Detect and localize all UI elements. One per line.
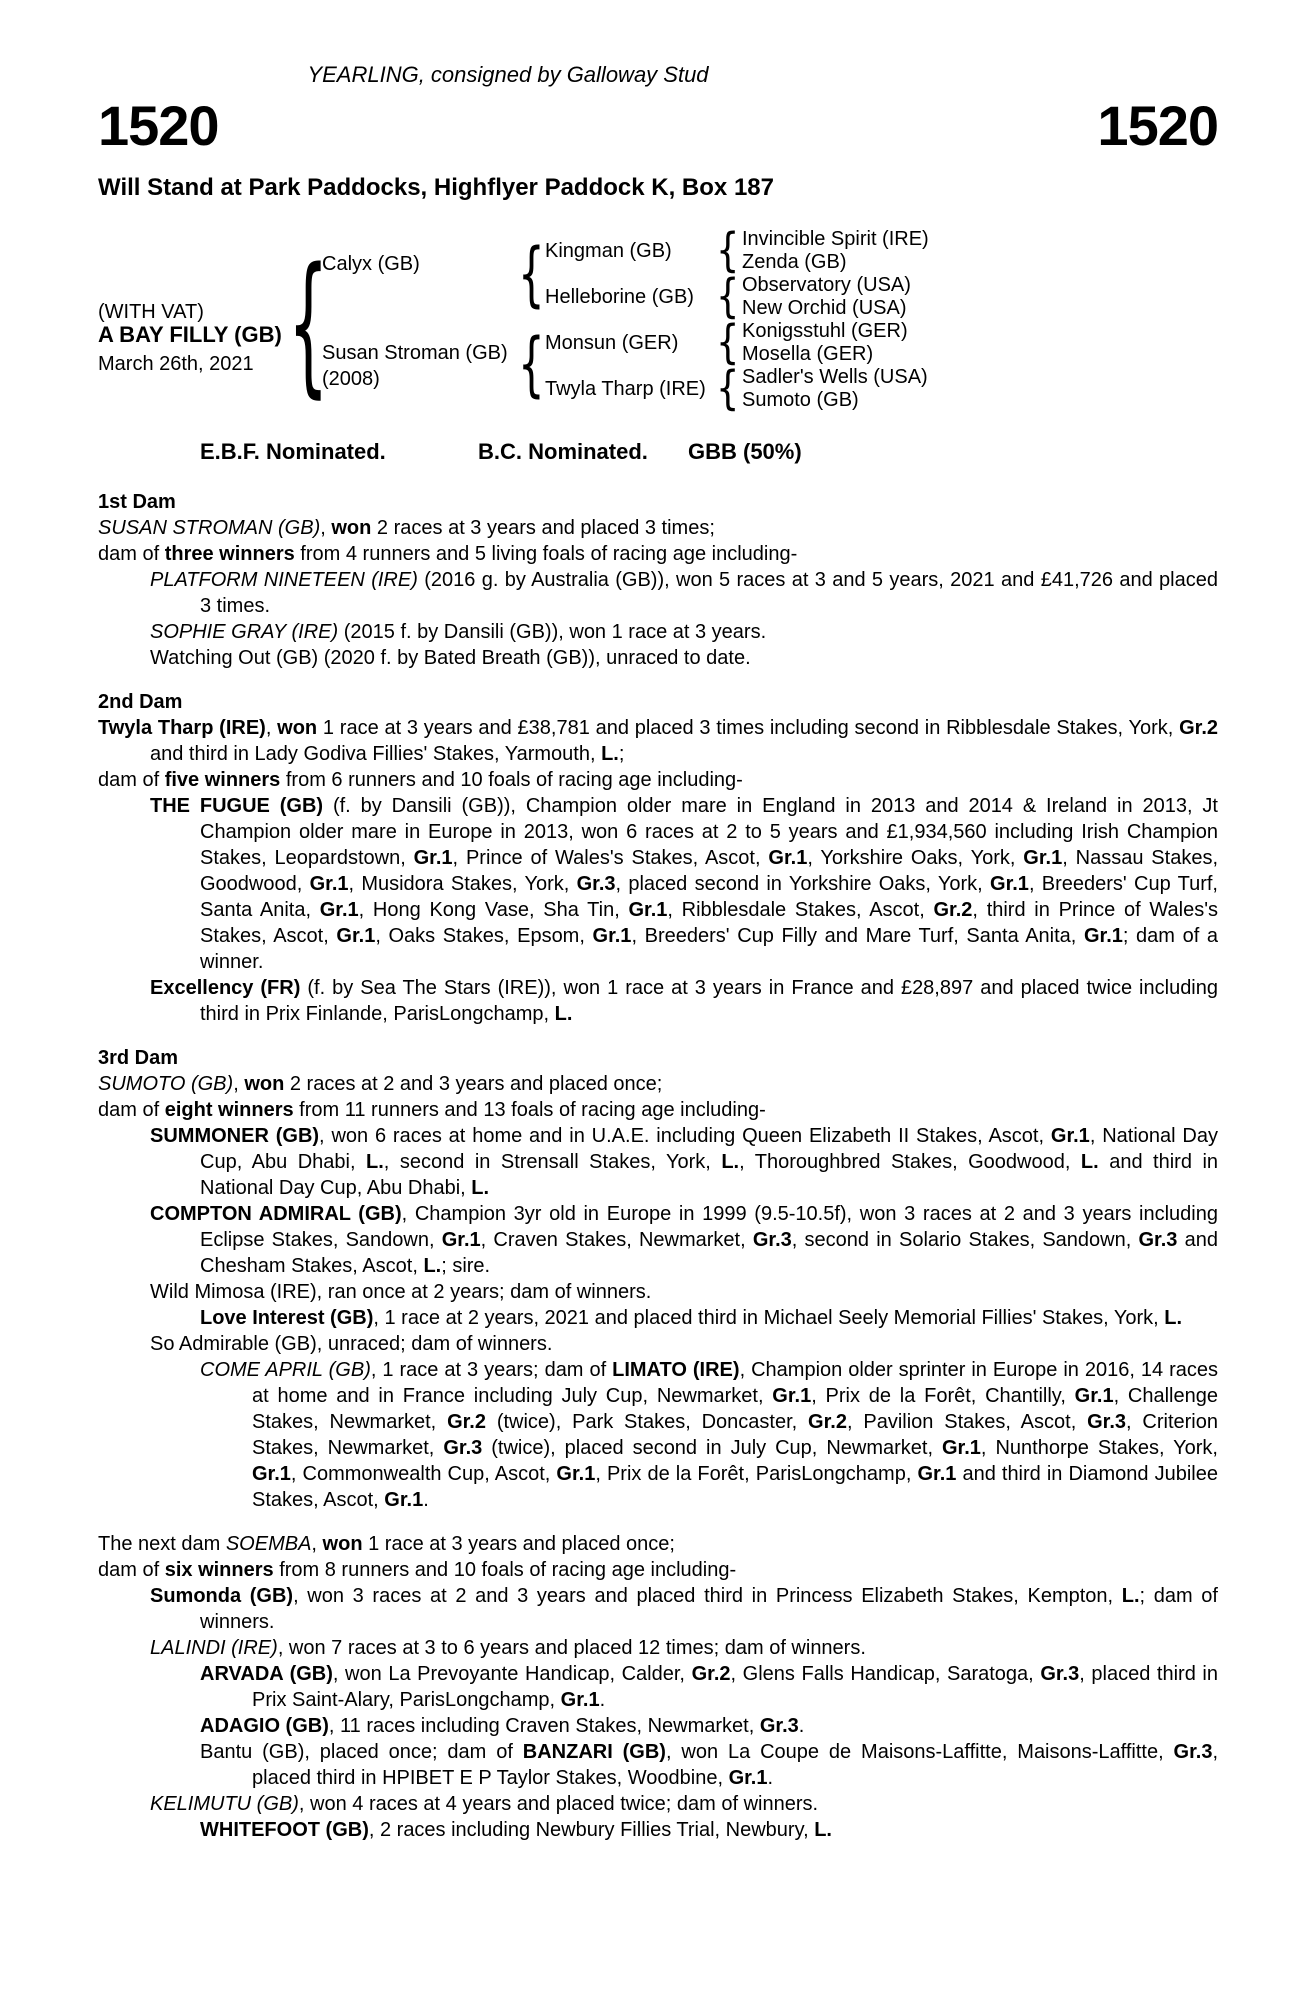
dam-sire-name: Monsun (GER) — [545, 332, 679, 354]
pedigree-paragraph: KELIMUTU (GB), won 4 races at 4 years and placed twice; dam of winners. — [150, 1793, 819, 1815]
pedigree-paragraph: ADAGIO (GB), 11 races including Craven Stakes, Newmarket, Gr.3. — [200, 1715, 805, 1737]
dam-name: Susan Stroman (GB) — [322, 342, 508, 364]
pedigree-brace-dam-dam — [716, 365, 739, 411]
pedigree-paragraph: WHITEFOOT (GB), 2 races including Newbury Fillies Trial, Newbury, L. — [200, 1819, 832, 1841]
pedigree-paragraph: Excellency (FR) (f. by Sea The Stars (IRE)), won 1 race at 3 years in France and £28,897 and placed twice including third in Prix Finlande, ParisLongchamp, L. — [150, 977, 1219, 1025]
lot-number-row — [98, 94, 1218, 157]
consignment-line: YEARLING, consigned by Galloway Stud — [307, 62, 709, 87]
pedigree-paragraph: ARVADA (GB), won La Prevoyante Handicap, Calder, Gr.2, Glens Falls Handicap, Saratoga, Gr.3, placed third in Prix Saint-Alary, ParisLongchamp, Gr.1. — [200, 1663, 1218, 1711]
lot-number-left: 1520 — [98, 94, 219, 157]
lot-number-right: 1520 — [1097, 94, 1218, 157]
dam-section — [98, 689, 1218, 1027]
sire-dam-name: Helleborine (GB) — [545, 286, 694, 308]
section-heading: 1st Dam — [98, 491, 176, 513]
pedigree-paragraph: SUMMONER (GB), won 6 races at home and in U.A.E. including Queen Elizabeth II Stakes, Ascot, Gr.1, National Day Cup, Abu Dhabi, L., second in Strensall Stakes, York, L., Thoroughbred Stakes, Goodwood, L. and third in National Day Cup, Abu Dhabi, L. — [150, 1125, 1219, 1199]
stand-location-line: Will Stand at Park Paddocks, Highflyer Paddock K, Box 187 — [98, 174, 774, 201]
vat-note: (WITH VAT) — [98, 301, 204, 323]
pedigree-paragraph: dam of six winners from 8 runners and 10 foals of racing age including- — [98, 1559, 737, 1581]
dam-section — [98, 489, 1218, 671]
dam-section — [98, 1531, 1218, 1843]
pedigree-brace-sire — [518, 238, 545, 310]
pedigree-paragraph: COME APRIL (GB), 1 race at 3 years; dam of LIMATO (IRE), Champion older sprinter in Europe in 2016, 14 races at home and in France including July Cup, Newmarket, Gr.1, Prix de la Forêt, Chantilly, Gr.1, Challenge Stakes, Newmarket, Gr.2 (twice), Park Stakes, Doncaster, Gr.2, Pavilion Stakes, Ascot, Gr.3, Criterion Stakes, Newmarket, Gr.3 (twice), placed second in July Cup, Newmarket, Gr.1, Nunthorpe Stakes, York, Gr.1, Commonwealth Cup, Ascot, Gr.1, Prix de la Forêt, ParisLongchamp, Gr.1 and third in Diamond Jubilee Stakes, Ascot, Gr.1. — [200, 1359, 1219, 1511]
great-grandsire-3: Konigsstuhl (GER) — [742, 320, 908, 342]
pedigree-text-body — [98, 489, 1218, 1843]
pedigree-paragraph: SUSAN STROMAN (GB), won 2 races at 3 years and placed 3 times; — [98, 517, 715, 539]
bc-nomination: B.C. Nominated. — [478, 439, 648, 464]
subject-name: A BAY FILLY (GB) — [98, 322, 282, 347]
pedigree-paragraph: Wild Mimosa (IRE), ran once at 2 years; dam of winners. — [150, 1281, 652, 1303]
pedigree-brace-dam — [518, 328, 545, 400]
pedigree-paragraph: dam of three winners from 4 runners and 5 living foals of racing age including- — [98, 543, 798, 565]
pedigree-paragraph: SUMOTO (GB), won 2 races at 2 and 3 years and placed once; — [98, 1073, 663, 1095]
nominations-row — [0, 439, 1314, 465]
pedigree-paragraph: So Admirable (GB), unraced; dam of winners. — [150, 1333, 553, 1355]
pedigree-brace-sire-dam — [716, 273, 739, 319]
pedigree-paragraph: Watching Out (GB) (2020 f. by Bated Breath (GB)), unraced to date. — [150, 647, 751, 669]
great-granddam-3: Mosella (GER) — [742, 343, 874, 365]
pedigree-paragraph: THE FUGUE (GB) (f. by Dansili (GB)), Champion older mare in England in 2013 and 2014 & Ireland in 2013, Jt Champion older mare in Europe in 2013, won 6 races at 2 to 5 years and £1,934,560 including Irish Champion Stakes, Leopardstown, Gr.1, Prince of Wales's Stakes, Ascot, Gr.1, Yorkshire Oaks, York, Gr.1, Nassau Stakes, Goodwood, Gr.1, Musidora Stakes, York, Gr.3, placed second in Yorkshire Oaks, York, Gr.1, Breeders' Cup Turf, Santa Anita, Gr.1, Hong Kong Vase, Sha Tin, Gr.1, Ribblesdale Stakes, Ascot, Gr.2, third in Prince of Wales's Stakes, Ascot, Gr.1, Oaks Stakes, Epsom, Gr.1, Breeders' Cup Filly and Mare Turf, Santa Anita, Gr.1; dam of a winner. — [150, 795, 1219, 973]
dam-dam-name: Twyla Tharp (IRE) — [545, 378, 706, 400]
pedigree-paragraph: LALINDI (IRE), won 7 races at 3 to 6 years and placed 12 times; dam of winners. — [150, 1637, 866, 1659]
pedigree-paragraph: SOPHIE GRAY (IRE) (2015 f. by Dansili (GB)), won 1 race at 3 years. — [150, 621, 767, 643]
great-granddam-1: Zenda (GB) — [742, 251, 847, 273]
great-grandsire-4: Sadler's Wells (USA) — [742, 366, 928, 388]
dam-year: (2008) — [322, 368, 380, 390]
great-granddam-2: New Orchid (USA) — [742, 297, 907, 319]
section-heading: 3rd Dam — [98, 1047, 179, 1069]
gbb-badge: GBB (50%) — [688, 439, 802, 464]
great-grandsire-2: Observatory (USA) — [742, 274, 911, 296]
great-grandsire-1: Invincible Spirit (IRE) — [742, 228, 929, 250]
pedigree-paragraph: Love Interest (GB), 1 race at 2 years, 2021 and placed third in Michael Seely Memorial Fillies' Stakes, York, L. — [200, 1307, 1183, 1329]
pedigree-paragraph: dam of five winners from 6 runners and 10 foals of racing age including- — [98, 769, 743, 791]
dam-section — [98, 1045, 1218, 1513]
pedigree-paragraph: Sumonda (GB), won 3 races at 2 and 3 years and placed third in Princess Elizabeth Stakes, Kempton, L.; dam of winners. — [150, 1585, 1218, 1633]
sire-sire-name: Kingman (GB) — [545, 240, 672, 262]
ebf-nomination: E.B.F. Nominated. — [200, 439, 386, 464]
pedigree-brace-sire-sire — [716, 227, 739, 273]
pedigree-paragraph: The next dam SOEMBA, won 1 race at 3 years and placed once; — [98, 1533, 675, 1555]
pedigree-paragraph: dam of eight winners from 11 runners and 13 foals of racing age including- — [98, 1099, 766, 1121]
pedigree-paragraph: PLATFORM NINETEEN (IRE) (2016 g. by Australia (GB)), won 5 races at 3 and 5 years, 2021 and £41,726 and placed 3 times. — [150, 569, 1218, 617]
pedigree-paragraph: Twyla Tharp (IRE), won 1 race at 3 years and £38,781 and placed 3 times including second in Ribblesdale Stakes, York, Gr.2 and third in Lady Godiva Fillies' Stakes, Yarmouth, L.; — [98, 717, 1218, 765]
foal-date: March 26th, 2021 — [98, 353, 254, 375]
pedigree-paragraph: COMPTON ADMIRAL (GB), Champion 3yr old in Europe in 1999 (9.5-10.5f), won 3 races at 2 and 3 years including Eclipse Stakes, Sandown, Gr.1, Craven Stakes, Newmarket, Gr.3, second in Solario Stakes, Sandown, Gr.3 and Chesham Stakes, Ascot, L.; sire. — [150, 1203, 1218, 1277]
great-granddam-4: Sumoto (GB) — [742, 389, 859, 411]
sire-name: Calyx (GB) — [322, 253, 420, 275]
pedigree-brace-dam-sire — [716, 319, 739, 365]
section-heading: 2nd Dam — [98, 691, 183, 713]
pedigree-paragraph: Bantu (GB), placed once; dam of BANZARI (GB), won La Coupe de Maisons-Laffitte, Maisons-Laffitte, Gr.3, placed third in HPIBET E P Taylor Stakes, Woodbine, Gr.1. — [200, 1741, 1219, 1789]
pedigree-tree — [0, 220, 1314, 435]
